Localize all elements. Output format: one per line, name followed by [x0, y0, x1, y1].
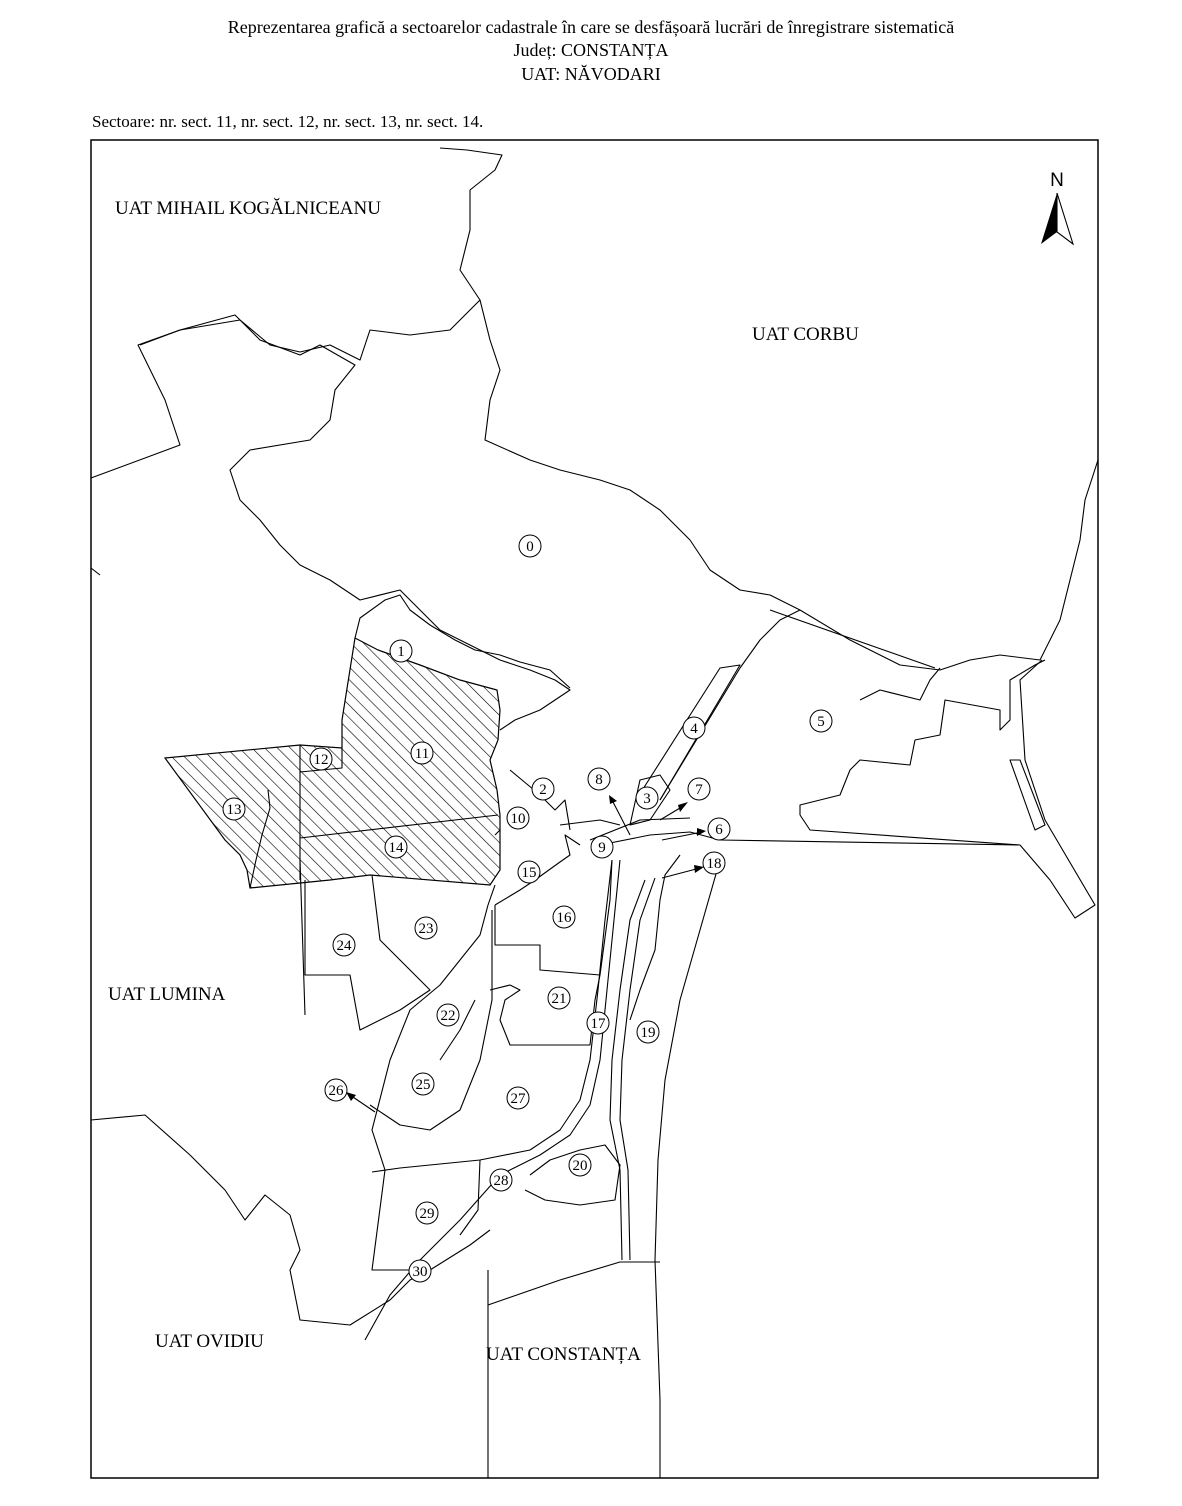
sector-number: 21 — [551, 991, 567, 1007]
sector-number: 1 — [397, 644, 405, 660]
sector-marker-29 — [416, 1202, 438, 1224]
sector-number: 9 — [598, 840, 606, 856]
sector-number: 25 — [415, 1077, 431, 1093]
north-arrow-icon — [1041, 193, 1073, 244]
sector-number: 2 — [539, 782, 547, 798]
sector-marker-0 — [519, 535, 541, 557]
sector-number: 6 — [715, 822, 723, 838]
uat-mihail-kogalniceanu-label: UAT MIHAIL KOGĂLNICEANU — [115, 198, 381, 219]
sector-number: 23 — [418, 921, 434, 937]
sector-marker-25 — [412, 1073, 434, 1095]
sector-marker-7 — [688, 778, 710, 800]
sector-number: 19 — [640, 1025, 656, 1041]
sector-number: 8 — [595, 772, 603, 788]
sector-marker-17 — [587, 1012, 609, 1034]
north-label: N — [1050, 170, 1064, 191]
sector-marker-24 — [333, 934, 355, 956]
sector-marker-22 — [437, 1004, 459, 1026]
sector-marker-6 — [708, 818, 730, 840]
sector-marker-13 — [223, 798, 245, 820]
sectors-line: Sectoare: nr. sect. 11, nr. sect. 12, nr. sect. 13, nr. sect. 14. — [92, 112, 484, 131]
sector-marker-3 — [636, 787, 658, 809]
sector-11-14-area — [165, 638, 500, 888]
sector-marker-9 — [591, 836, 613, 858]
sector-marker-16 — [553, 906, 575, 928]
sector-number: 30 — [412, 1264, 428, 1280]
sector-marker-30 — [409, 1260, 431, 1282]
sector-marker-2 — [532, 778, 554, 800]
sector-marker-27 — [507, 1087, 529, 1109]
sector-number: 0 — [526, 539, 534, 555]
county-label: Județ: CONSTANȚA — [513, 40, 669, 60]
uat-ovidiu-label: UAT OVIDIU — [155, 1331, 264, 1352]
sector-number: 10 — [510, 811, 526, 827]
sector-number: 24 — [336, 938, 352, 954]
sector-number: 13 — [226, 802, 242, 818]
sector-number: 7 — [695, 782, 703, 798]
sector-number: 18 — [706, 856, 722, 872]
sector-number: 5 — [817, 714, 825, 730]
sector-number: 27 — [510, 1091, 526, 1107]
sector-marker-1 — [390, 640, 412, 662]
sector-number: 16 — [556, 910, 572, 926]
sector-marker-8 — [588, 768, 610, 790]
sector-marker-23 — [415, 917, 437, 939]
sector-number: 26 — [328, 1083, 344, 1099]
sector-marker-10 — [507, 807, 529, 829]
highlighted-sectors — [165, 638, 500, 888]
sector-number: 15 — [521, 865, 537, 881]
sector-number: 4 — [690, 721, 698, 737]
sector-number: 20 — [572, 1158, 588, 1174]
sector-marker-15 — [518, 861, 540, 883]
sector-marker-11 — [411, 742, 433, 764]
sector-marker-19 — [637, 1021, 659, 1043]
sector-number: 17 — [590, 1016, 606, 1032]
sector-marker-14 — [385, 836, 407, 858]
sector-number: 11 — [414, 746, 430, 762]
sector-marker-5 — [810, 710, 832, 732]
sector-number: 3 — [643, 791, 651, 807]
sector-marker-26 — [325, 1079, 347, 1101]
sector-marker-18 — [703, 852, 725, 874]
sector-marker-28 — [490, 1169, 512, 1191]
sector-marker-12 — [310, 748, 332, 770]
uat-label: UAT: NĂVODARI — [521, 64, 661, 84]
sector-marker-21 — [548, 987, 570, 1009]
sector-markers — [223, 535, 832, 1282]
sector-number: 12 — [313, 752, 329, 768]
sector-number: 22 — [440, 1008, 456, 1024]
sector-number: 28 — [493, 1173, 509, 1189]
sector-marker-4 — [683, 717, 705, 739]
sector-number: 14 — [388, 840, 404, 856]
sector-number: 29 — [419, 1206, 435, 1222]
uat-constanta-label: UAT CONSTANȚA — [486, 1344, 641, 1365]
sector-marker-20 — [569, 1154, 591, 1176]
map-title: Reprezentarea grafică a sectoarelor cadastrale în care se desfășoară lucrări de înregistrare sistematică — [227, 17, 955, 37]
uat-lumina-label: UAT LUMINA — [108, 984, 226, 1005]
uat-corbu-label: UAT CORBU — [752, 324, 859, 345]
